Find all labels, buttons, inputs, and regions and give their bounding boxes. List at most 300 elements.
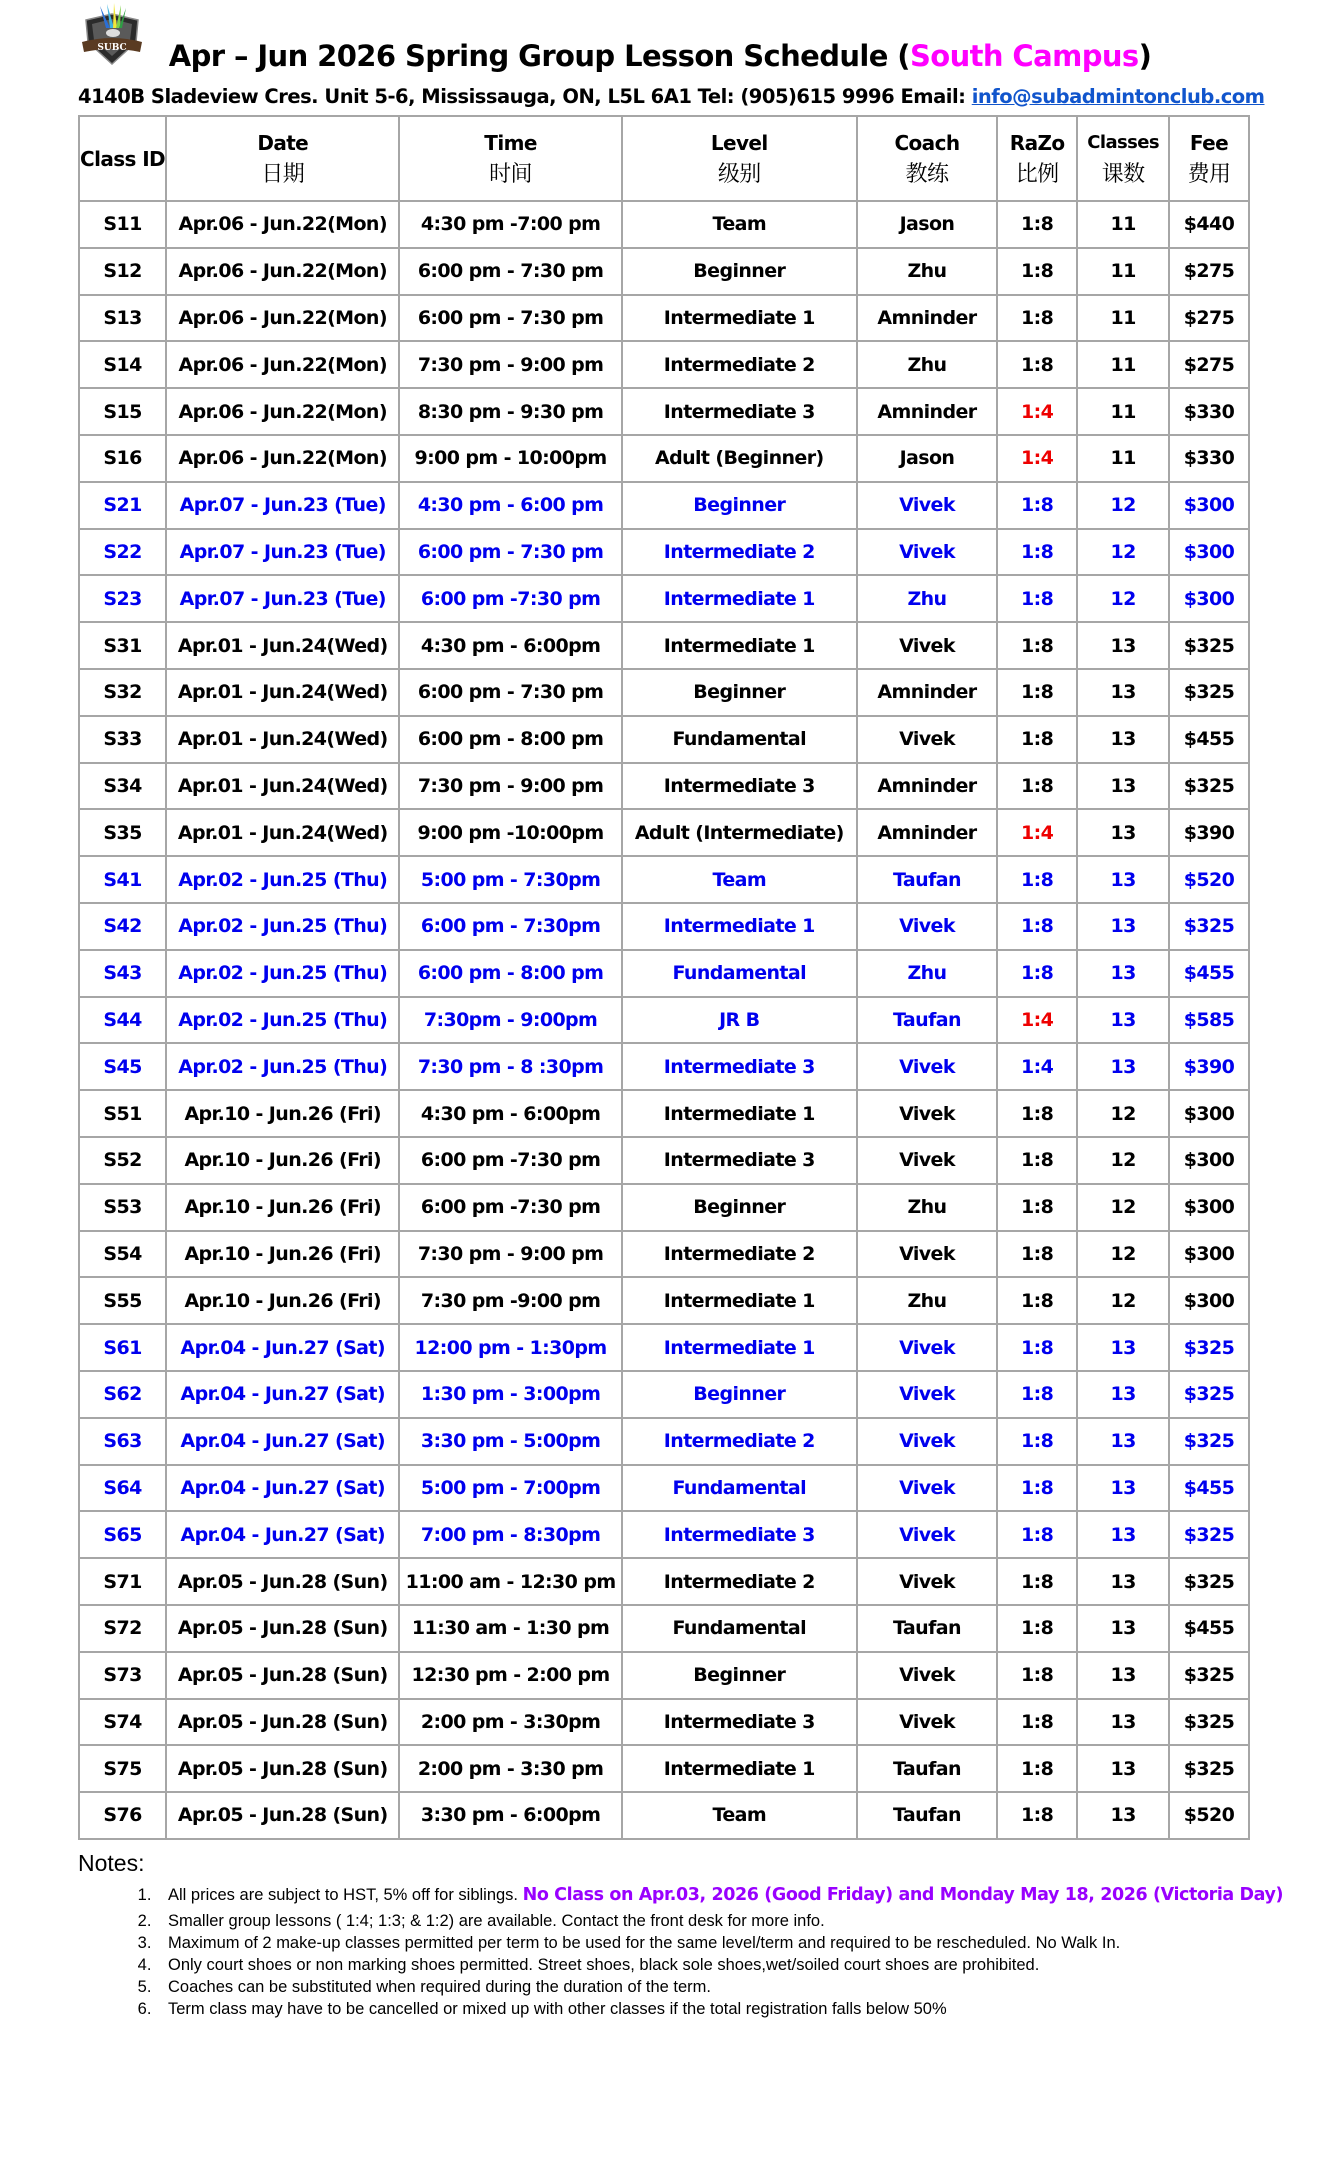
cell-classes-count: 13 (1077, 1792, 1169, 1839)
note-text: Maximum of 2 make-up classes permitted per term to be used for the same level/term and required to be rescheduled. No Walk In. (168, 1934, 1121, 1952)
table-row (79, 1465, 1249, 1512)
table-row (79, 997, 1249, 1044)
note-item (156, 1954, 1316, 1976)
cell-level: Intermediate 3 (622, 1043, 857, 1090)
table-row (79, 1511, 1249, 1558)
cell-time: 2:00 pm - 3:30 pm (399, 1745, 621, 1792)
cell-classes-count: 12 (1077, 1277, 1169, 1324)
cell-coach: Vivek (857, 1324, 997, 1371)
col-header-fee (1169, 116, 1249, 201)
note-item (156, 1976, 1316, 1998)
cell-ratio: 1:4 (997, 435, 1077, 482)
campus-name: South Campus (909, 39, 1139, 73)
cell-level: Fundamental (622, 950, 857, 997)
cell-classes-count: 13 (1077, 1605, 1169, 1652)
cell-classes-count: 13 (1077, 997, 1169, 1044)
cell-class-id: S75 (79, 1745, 166, 1792)
cell-level: Intermediate 1 (622, 903, 857, 950)
table-row (79, 622, 1249, 669)
cell-level: Intermediate 1 (622, 575, 857, 622)
cell-fee: $455 (1169, 950, 1249, 997)
cell-coach: Zhu (857, 1184, 997, 1231)
cell-fee: $455 (1169, 716, 1249, 763)
cell-classes-count: 13 (1077, 1511, 1169, 1558)
cell-time: 7:30 pm -9:00 pm (399, 1277, 621, 1324)
cell-date: Apr.04 - Jun.27 (Sat) (166, 1324, 399, 1371)
cell-class-id: S43 (79, 950, 166, 997)
cell-level: Beginner (622, 1184, 857, 1231)
col-header-label-cn: 课数 (1101, 161, 1145, 187)
cell-ratio: 1:8 (997, 1699, 1077, 1746)
cell-class-id: S41 (79, 856, 166, 903)
table-row (79, 1090, 1249, 1137)
table-row (79, 1324, 1249, 1371)
cell-class-id: S42 (79, 903, 166, 950)
col-header-level (622, 116, 857, 201)
table-row (79, 1043, 1249, 1090)
cell-classes-count: 12 (1077, 1137, 1169, 1184)
cell-level: Intermediate 3 (622, 763, 857, 810)
cell-class-id: S54 (79, 1231, 166, 1278)
cell-class-id: S44 (79, 997, 166, 1044)
cell-fee: $325 (1169, 1324, 1249, 1371)
table-row (79, 1184, 1249, 1231)
cell-class-id: S12 (79, 248, 166, 295)
cell-ratio: 1:8 (997, 1184, 1077, 1231)
cell-time: 4:30 pm -7:00 pm (399, 201, 621, 248)
cell-date: Apr.07 - Jun.23 (Tue) (166, 482, 399, 529)
cell-time: 5:00 pm - 7:00pm (399, 1465, 621, 1512)
cell-class-id: S71 (79, 1558, 166, 1605)
note-text: Only court shoes or non marking shoes permitted. Street shoes, black sole shoes,wet/soiled court shoes are prohibited. (168, 1956, 1040, 1974)
cell-level: JR B (622, 997, 857, 1044)
cell-time: 2:00 pm - 3:30pm (399, 1699, 621, 1746)
cell-coach: Vivek (857, 1699, 997, 1746)
cell-classes-count: 13 (1077, 763, 1169, 810)
cell-ratio: 1:8 (997, 950, 1077, 997)
cell-class-id: S52 (79, 1137, 166, 1184)
schedule-table (78, 115, 1250, 1840)
cell-coach: Vivek (857, 1418, 997, 1465)
cell-level: Intermediate 1 (622, 1745, 857, 1792)
cell-time: 6:00 pm -7:30 pm (399, 575, 621, 622)
cell-fee: $325 (1169, 669, 1249, 716)
cell-class-id: S34 (79, 763, 166, 810)
cell-coach: Vivek (857, 622, 997, 669)
cell-level: Fundamental (622, 716, 857, 763)
cell-date: Apr.01 - Jun.24(Wed) (166, 763, 399, 810)
cell-class-id: S13 (79, 295, 166, 342)
cell-fee: $325 (1169, 1745, 1249, 1792)
cell-ratio: 1:8 (997, 295, 1077, 342)
cell-fee: $275 (1169, 248, 1249, 295)
holiday-notice: No Class on Apr.03, 2026 (Good Friday) and Monday May 18, 2026 (Victoria Day) (522, 1885, 1284, 1905)
cell-date: Apr.05 - Jun.28 (Sun) (166, 1605, 399, 1652)
cell-time: 5:00 pm - 7:30pm (399, 856, 621, 903)
cell-date: Apr.02 - Jun.25 (Thu) (166, 903, 399, 950)
cell-ratio: 1:8 (997, 482, 1077, 529)
note-text: Coaches can be substituted when required during the duration of the term. (168, 1978, 712, 1996)
col-header-label: Coach (894, 130, 960, 155)
cell-fee: $585 (1169, 997, 1249, 1044)
col-header-label: Classes (1087, 131, 1159, 153)
cell-coach: Vivek (857, 716, 997, 763)
col-header-label: RaZo (1009, 130, 1065, 155)
title-main: Apr – Jun 2026 Spring Group Lesson Schedule ( (168, 39, 910, 73)
col-header-label-cn: 时间 (489, 161, 532, 187)
cell-date: Apr.05 - Jun.28 (Sun) (166, 1792, 399, 1839)
cell-fee: $390 (1169, 1043, 1249, 1090)
cell-classes-count: 13 (1077, 950, 1169, 997)
col-header-coach (857, 116, 997, 201)
cell-level: Intermediate 2 (622, 1558, 857, 1605)
cell-date: Apr.02 - Jun.25 (Thu) (166, 856, 399, 903)
cell-coach: Jason (857, 201, 997, 248)
note-item (156, 1880, 1316, 1910)
cell-classes-count: 13 (1077, 1418, 1169, 1465)
cell-date: Apr.06 - Jun.22(Mon) (166, 248, 399, 295)
cell-class-id: S14 (79, 341, 166, 388)
cell-time: 1:30 pm - 3:00pm (399, 1371, 621, 1418)
cell-date: Apr.07 - Jun.23 (Tue) (166, 529, 399, 576)
cell-fee: $330 (1169, 388, 1249, 435)
cell-time: 9:00 pm - 10:00pm (399, 435, 621, 482)
table-row (79, 809, 1249, 856)
cell-classes-count: 11 (1077, 248, 1169, 295)
cell-coach: Zhu (857, 950, 997, 997)
table-row (79, 482, 1249, 529)
table-row (79, 1652, 1249, 1699)
table-header-row (79, 116, 1249, 201)
cell-fee: $325 (1169, 1511, 1249, 1558)
cell-fee: $325 (1169, 622, 1249, 669)
cell-ratio: 1:8 (997, 1324, 1077, 1371)
cell-date: Apr.02 - Jun.25 (Thu) (166, 1043, 399, 1090)
cell-ratio: 1:8 (997, 903, 1077, 950)
cell-date: Apr.05 - Jun.28 (Sun) (166, 1745, 399, 1792)
table-row (79, 1418, 1249, 1465)
col-header-label: Fee (1189, 130, 1229, 155)
cell-ratio: 1:8 (997, 529, 1077, 576)
cell-time: 6:00 pm -7:30 pm (399, 1184, 621, 1231)
cell-ratio: 1:8 (997, 1792, 1077, 1839)
contact-line (78, 84, 1265, 110)
cell-coach: Vivek (857, 1090, 997, 1137)
cell-date: Apr.10 - Jun.26 (Fri) (166, 1277, 399, 1324)
cell-level: Intermediate 1 (622, 1324, 857, 1371)
table-row (79, 716, 1249, 763)
cell-classes-count: 11 (1077, 201, 1169, 248)
cell-fee: $520 (1169, 856, 1249, 903)
cell-time: 6:00 pm - 8:00 pm (399, 950, 621, 997)
cell-fee: $440 (1169, 201, 1249, 248)
cell-time: 3:30 pm - 6:00pm (399, 1792, 621, 1839)
cell-fee: $300 (1169, 1277, 1249, 1324)
cell-coach: Zhu (857, 575, 997, 622)
cell-coach: Vivek (857, 903, 997, 950)
cell-fee: $455 (1169, 1605, 1249, 1652)
cell-class-id: S31 (79, 622, 166, 669)
cell-fee: $455 (1169, 1465, 1249, 1512)
cell-coach: Taufan (857, 1745, 997, 1792)
cell-ratio: 1:8 (997, 763, 1077, 810)
cell-date: Apr.01 - Jun.24(Wed) (166, 669, 399, 716)
cell-level: Fundamental (622, 1605, 857, 1652)
cell-classes-count: 13 (1077, 1465, 1169, 1512)
cell-class-id: S65 (79, 1511, 166, 1558)
cell-coach: Taufan (857, 997, 997, 1044)
cell-ratio: 1:8 (997, 1511, 1077, 1558)
table-row (79, 341, 1249, 388)
cell-date: Apr.07 - Jun.23 (Tue) (166, 575, 399, 622)
cell-classes-count: 13 (1077, 716, 1169, 763)
cell-classes-count: 13 (1077, 856, 1169, 903)
cell-ratio: 1:8 (997, 1090, 1077, 1137)
table-row (79, 1231, 1249, 1278)
cell-classes-count: 13 (1077, 669, 1169, 716)
col-header-label: Level (710, 130, 768, 155)
cell-classes-count: 12 (1077, 482, 1169, 529)
note-text: Term class may have to be cancelled or mixed up with other classes if the total registration falls below 50% (168, 2000, 947, 2018)
cell-classes-count: 13 (1077, 809, 1169, 856)
cell-date: Apr.01 - Jun.24(Wed) (166, 716, 399, 763)
cell-date: Apr.01 - Jun.24(Wed) (166, 809, 399, 856)
cell-classes-count: 13 (1077, 1652, 1169, 1699)
cell-date: Apr.05 - Jun.28 (Sun) (166, 1699, 399, 1746)
cell-coach: Zhu (857, 248, 997, 295)
cell-date: Apr.05 - Jun.28 (Sun) (166, 1652, 399, 1699)
table-row (79, 1745, 1249, 1792)
cell-date: Apr.04 - Jun.27 (Sat) (166, 1418, 399, 1465)
cell-time: 7:30 pm - 8 :30pm (399, 1043, 621, 1090)
page-title (0, 38, 1320, 74)
cell-fee: $325 (1169, 1699, 1249, 1746)
table-row (79, 1371, 1249, 1418)
table-row (79, 1605, 1249, 1652)
cell-date: Apr.10 - Jun.26 (Fri) (166, 1137, 399, 1184)
cell-date: Apr.01 - Jun.24(Wed) (166, 622, 399, 669)
table-row (79, 950, 1249, 997)
cell-time: 6:00 pm - 7:30 pm (399, 248, 621, 295)
note-item (156, 1998, 1316, 2020)
table-row (79, 763, 1249, 810)
cell-coach: Jason (857, 435, 997, 482)
cell-fee: $300 (1169, 1137, 1249, 1184)
cell-date: Apr.06 - Jun.22(Mon) (166, 295, 399, 342)
cell-date: Apr.04 - Jun.27 (Sat) (166, 1371, 399, 1418)
cell-class-id: S22 (79, 529, 166, 576)
cell-time: 11:00 am - 12:30 pm (399, 1558, 621, 1605)
cell-fee: $300 (1169, 1184, 1249, 1231)
cell-classes-count: 13 (1077, 1324, 1169, 1371)
cell-date: Apr.04 - Jun.27 (Sat) (166, 1465, 399, 1512)
cell-time: 12:30 pm - 2:00 pm (399, 1652, 621, 1699)
cell-fee: $300 (1169, 529, 1249, 576)
cell-classes-count: 12 (1077, 1090, 1169, 1137)
cell-class-id: S51 (79, 1090, 166, 1137)
col-header-label-cn: 比例 (1015, 161, 1059, 187)
cell-classes-count: 11 (1077, 388, 1169, 435)
col-header-label: Class ID (80, 146, 166, 171)
cell-class-id: S23 (79, 575, 166, 622)
cell-fee: $390 (1169, 809, 1249, 856)
cell-time: 4:30 pm - 6:00pm (399, 1090, 621, 1137)
col-header-label-cn: 教练 (905, 161, 949, 187)
cell-classes-count: 13 (1077, 1043, 1169, 1090)
cell-fee: $330 (1169, 435, 1249, 482)
cell-time: 6:00 pm - 7:30 pm (399, 669, 621, 716)
cell-time: 6:00 pm - 8:00 pm (399, 716, 621, 763)
cell-coach: Zhu (857, 1277, 997, 1324)
cell-time: 11:30 am - 1:30 pm (399, 1605, 621, 1652)
cell-ratio: 1:4 (997, 1043, 1077, 1090)
cell-ratio: 1:8 (997, 716, 1077, 763)
cell-class-id: S74 (79, 1699, 166, 1746)
cell-fee: $300 (1169, 1090, 1249, 1137)
cell-ratio: 1:8 (997, 669, 1077, 716)
col-header-label: Time (484, 130, 537, 155)
cell-time: 7:30 pm - 9:00 pm (399, 763, 621, 810)
table-row (79, 669, 1249, 716)
cell-classes-count: 12 (1077, 529, 1169, 576)
cell-classes-count: 12 (1077, 575, 1169, 622)
title-close: ) (1138, 39, 1152, 73)
cell-fee: $325 (1169, 1371, 1249, 1418)
notes-heading: Notes: (78, 1850, 145, 1876)
cell-fee: $300 (1169, 575, 1249, 622)
cell-classes-count: 13 (1077, 903, 1169, 950)
cell-classes-count: 11 (1077, 295, 1169, 342)
cell-coach: Amninder (857, 295, 997, 342)
col-header-label-cn: 级别 (717, 161, 761, 187)
cell-coach: Taufan (857, 1792, 997, 1839)
cell-time: 6:00 pm - 7:30 pm (399, 295, 621, 342)
cell-time: 3:30 pm - 5:00pm (399, 1418, 621, 1465)
cell-level: Beginner (622, 482, 857, 529)
cell-time: 4:30 pm - 6:00 pm (399, 482, 621, 529)
cell-ratio: 1:8 (997, 856, 1077, 903)
cell-fee: $325 (1169, 763, 1249, 810)
cell-coach: Vivek (857, 482, 997, 529)
note-item (156, 1932, 1316, 1954)
note-text: Smaller group lessons ( 1:4; 1:3; & 1:2) are available. Contact the front desk for more info. (168, 1912, 825, 1930)
cell-level: Team (622, 1792, 857, 1839)
cell-ratio: 1:8 (997, 1231, 1077, 1278)
schedule-rows (79, 201, 1249, 1839)
cell-level: Intermediate 2 (622, 1418, 857, 1465)
cell-level: Intermediate 2 (622, 1231, 857, 1278)
cell-date: Apr.06 - Jun.22(Mon) (166, 388, 399, 435)
col-header-label-cn: 费用 (1187, 161, 1231, 187)
cell-ratio: 1:8 (997, 1137, 1077, 1184)
col-header-date (166, 116, 399, 201)
cell-coach: Vivek (857, 1465, 997, 1512)
col-header-classes (1077, 116, 1169, 201)
cell-time: 6:00 pm -7:30 pm (399, 1137, 621, 1184)
cell-date: Apr.06 - Jun.22(Mon) (166, 201, 399, 248)
cell-time: 6:00 pm - 7:30pm (399, 903, 621, 950)
cell-class-id: S21 (79, 482, 166, 529)
table-row (79, 1277, 1249, 1324)
cell-classes-count: 13 (1077, 1699, 1169, 1746)
email-link[interactable]: info@subadmintonclub.com (971, 85, 1265, 108)
cell-classes-count: 12 (1077, 1231, 1169, 1278)
cell-coach: Amninder (857, 669, 997, 716)
cell-level: Intermediate 3 (622, 1137, 857, 1184)
table-row (79, 529, 1249, 576)
table-row (79, 248, 1249, 295)
col-header-label-cn: 日期 (261, 161, 305, 187)
table-row (79, 435, 1249, 482)
cell-level: Beginner (622, 1371, 857, 1418)
cell-class-id: S15 (79, 388, 166, 435)
cell-level: Team (622, 201, 857, 248)
cell-class-id: S62 (79, 1371, 166, 1418)
cell-classes-count: 13 (1077, 622, 1169, 669)
table-row (79, 295, 1249, 342)
cell-fee: $275 (1169, 295, 1249, 342)
cell-classes-count: 11 (1077, 435, 1169, 482)
cell-coach: Taufan (857, 1605, 997, 1652)
cell-coach: Vivek (857, 1043, 997, 1090)
cell-date: Apr.10 - Jun.26 (Fri) (166, 1090, 399, 1137)
cell-level: Team (622, 856, 857, 903)
cell-level: Intermediate 2 (622, 529, 857, 576)
cell-class-id: S16 (79, 435, 166, 482)
cell-ratio: 1:8 (997, 1371, 1077, 1418)
table-row (79, 1699, 1249, 1746)
cell-class-id: S76 (79, 1792, 166, 1839)
cell-time: 6:00 pm - 7:30 pm (399, 529, 621, 576)
cell-time: 7:00 pm - 8:30pm (399, 1511, 621, 1558)
cell-class-id: S73 (79, 1652, 166, 1699)
cell-classes-count: 11 (1077, 341, 1169, 388)
cell-coach: Vivek (857, 1511, 997, 1558)
table-row (79, 388, 1249, 435)
cell-level: Adult (Beginner) (622, 435, 857, 482)
col-header-ratio (997, 116, 1077, 201)
cell-ratio: 1:4 (997, 997, 1077, 1044)
cell-fee: $300 (1169, 482, 1249, 529)
cell-ratio: 1:8 (997, 1277, 1077, 1324)
cell-ratio: 1:8 (997, 1418, 1077, 1465)
cell-fee: $325 (1169, 903, 1249, 950)
table-row (79, 903, 1249, 950)
cell-class-id: S61 (79, 1324, 166, 1371)
cell-class-id: S45 (79, 1043, 166, 1090)
cell-time: 9:00 pm -10:00pm (399, 809, 621, 856)
cell-level: Intermediate 1 (622, 622, 857, 669)
cell-ratio: 1:8 (997, 1652, 1077, 1699)
cell-class-id: S55 (79, 1277, 166, 1324)
cell-class-id: S64 (79, 1465, 166, 1512)
cell-time: 7:30pm - 9:00pm (399, 997, 621, 1044)
cell-class-id: S33 (79, 716, 166, 763)
cell-date: Apr.02 - Jun.25 (Thu) (166, 950, 399, 997)
cell-classes-count: 13 (1077, 1745, 1169, 1792)
cell-fee: $325 (1169, 1418, 1249, 1465)
cell-coach: Taufan (857, 856, 997, 903)
cell-ratio: 1:8 (997, 201, 1077, 248)
col-header-class-id (79, 116, 166, 201)
cell-level: Beginner (622, 1652, 857, 1699)
cell-coach: Amninder (857, 388, 997, 435)
cell-level: Intermediate 1 (622, 295, 857, 342)
cell-level: Intermediate 1 (622, 1090, 857, 1137)
cell-date: Apr.04 - Jun.27 (Sat) (166, 1511, 399, 1558)
cell-ratio: 1:8 (997, 341, 1077, 388)
cell-time: 7:30 pm - 9:00 pm (399, 1231, 621, 1278)
